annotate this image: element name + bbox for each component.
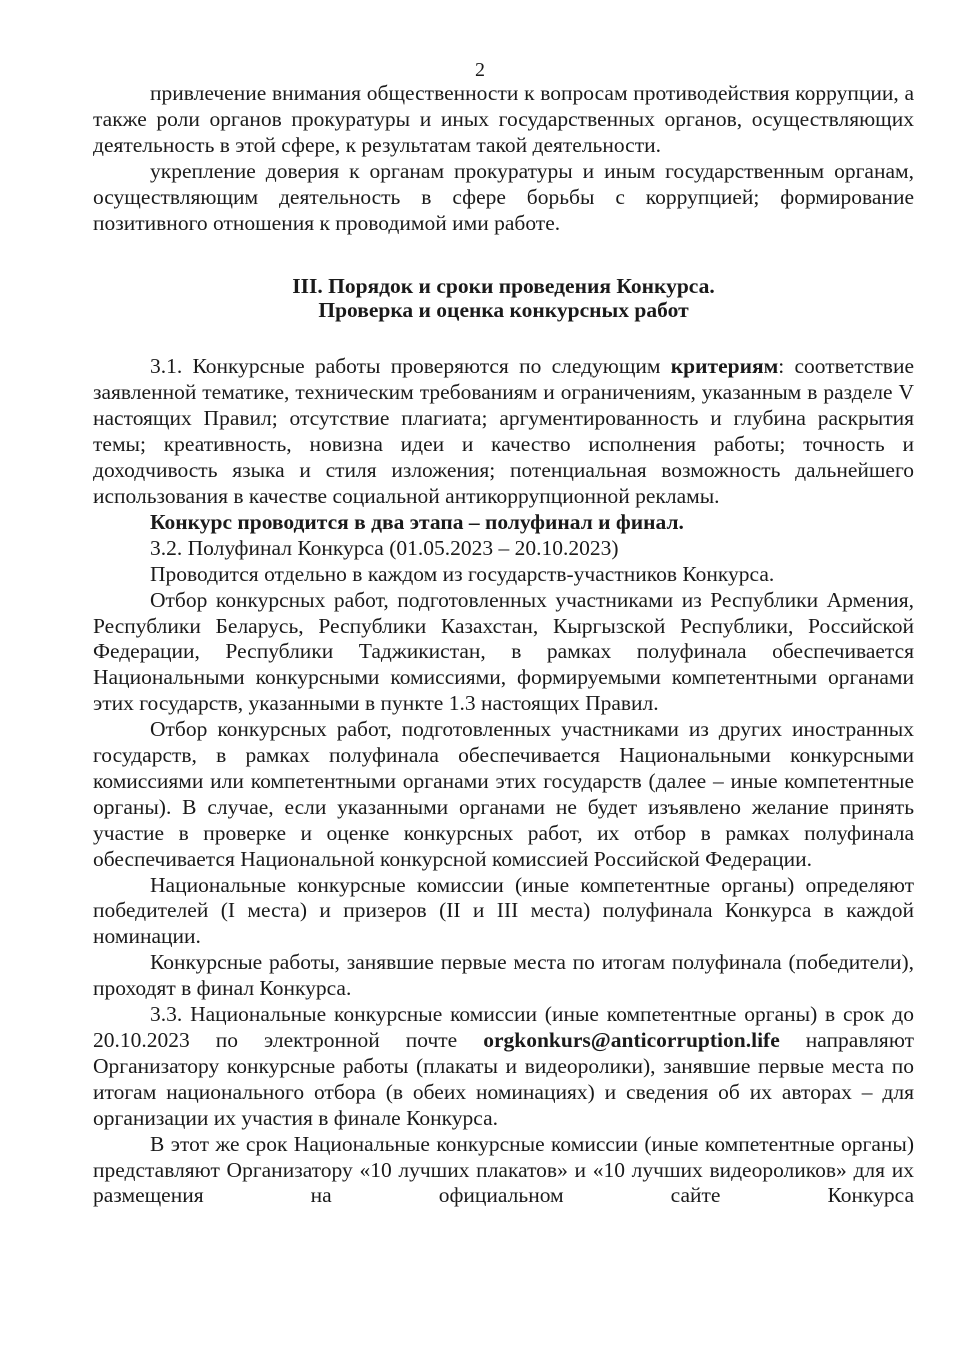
text: 3.3. Национальные конкурсные комиссии (иные компетентные органы) в срок до 20.10.2023 по электронной почте	[93, 1002, 914, 1052]
section-title-line: III. Порядок и сроки проведения Конкурса.	[292, 274, 715, 299]
paragraph-3-3	[93, 1002, 914, 1132]
paragraph: Конкурсные работы, занявшие первые места по итогам полуфинала (победители), проходят в финал Конкурса.	[93, 950, 914, 1001]
text: направляют Организатору конкурсные работы (плакаты и видеоролики), занявшие первые места по итогам национального отбора (в обеих номинациях) и сведения об их авторах – для организации их участия в финале Конкурса.	[93, 1028, 914, 1130]
section-heading	[93, 274, 914, 322]
text: : соответствие заявленной тематике, техническим требованиям и ограничениям, указанным в разделе V настоящих Правил; отсутствие плагиата; аргументированность и глубина раскрытия темы; креативность, новизна идеи и качество исполнения работы; точность и доходчивость языка и стиля изложения; потенциальная возможность дальнейшего использования в качестве социальной антикоррупционной рекламы.	[93, 354, 914, 508]
stages-bold: Конкурс проводится в два этапа – полуфинал и финал.	[150, 509, 684, 534]
intro-paragraph: укрепление доверия к органам прокуратуры и иным государственным органам, осуществляющим деятельность в сфере борьбы с коррупцией; формирование позитивного отношения к проводимой ими работе.	[93, 158, 914, 235]
paragraph-3-2-title: 3.2. Полуфинал Конкурса (01.05.2023 – 20.10.2023)	[150, 535, 619, 560]
text: 3.1. Конкурсные работы проверяются по следующим	[150, 354, 671, 379]
paragraph: Проводится отдельно в каждом из государств-участников Конкурса.	[150, 561, 775, 586]
criteria-bold: критериям	[670, 354, 779, 379]
intro-paragraph: привлечение внимания общественности к вопросам противодействия коррупции, а также роли органов прокуратуры и иных государственных органов, осуществляющих деятельность в этой сфере, к результатам такой деятельности.	[93, 81, 914, 157]
paragraph-3-1	[93, 354, 914, 509]
paragraph: Отбор конкурсных работ, подготовленных участниками из Республики Армения, Республики Беларусь, Республики Казахстан, Кыргызской Республики, Российской Федерации, Республики Таджикистан, в рамках полуфинала обеспечивается Национальными конкурсными комиссиями, формируемыми компетентными органами этих государств, указанными в пункте 1.3 настоящих Правил.	[93, 587, 914, 716]
paragraph: Национальные конкурсные комиссии (иные компетентные органы) определяют победителей (I места) и призеров (II и III места) полуфинала Конкурса в каждой номинации.	[93, 872, 914, 949]
paragraph: Отбор конкурсных работ, подготовленных участниками из других иностранных государств, в рамках полуфинала обеспечивается Национальными конкурсными комиссиями или компетентными органами этих государств (далее – иные компетентные органы). В случае, если указанными органами не будет изъявлено желание принять участие в проверке и оценке конкурсных работ, их отбор в рамках полуфинала обеспечивается Национальной конкурсной комиссией Российской Федерации.	[93, 717, 914, 871]
section-title-line: Проверка и оценка конкурсных работ	[318, 298, 689, 323]
document-body	[93, 81, 914, 1209]
stages-statement	[93, 510, 914, 536]
page-number: 2	[475, 59, 485, 81]
paragraph: В этот же срок Национальные конкурсные комиссии (иные компетентные органы) представляют Организатору «10 лучших плакатов» и «10 лучших видеороликов» для их размещения на официальном сайте Конкурса	[93, 1131, 914, 1208]
email-link[interactable]: orgkonkurs@anticorruption.life	[483, 1028, 780, 1052]
